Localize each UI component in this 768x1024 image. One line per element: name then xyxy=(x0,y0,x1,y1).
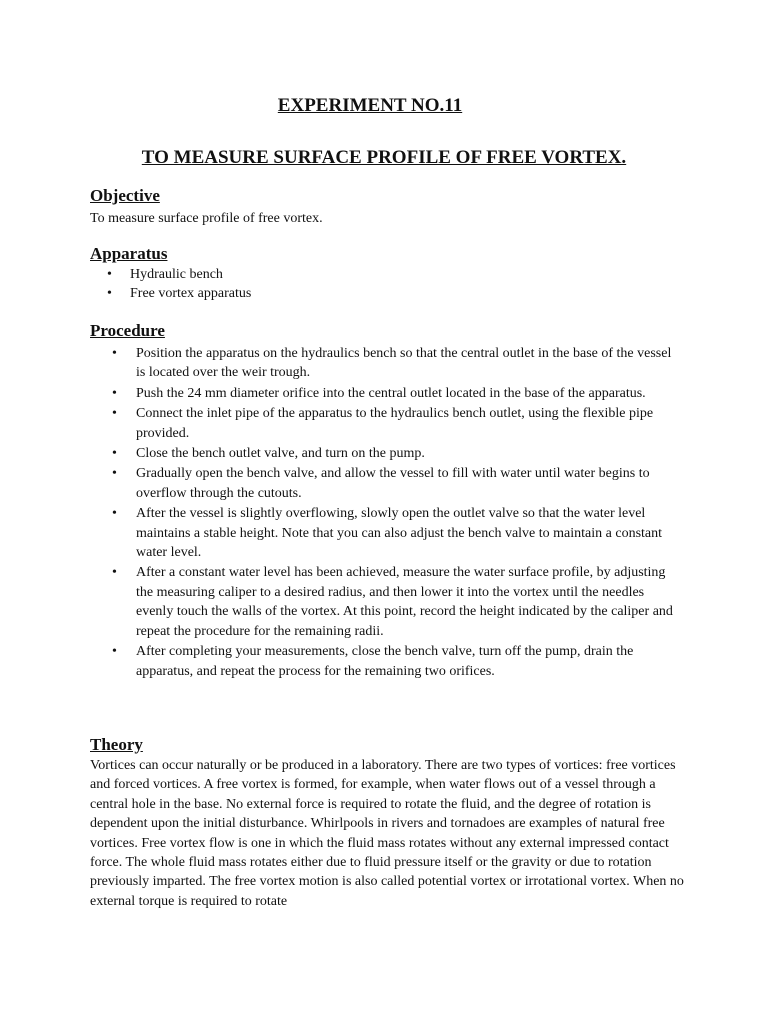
bullet-icon: • xyxy=(112,565,117,581)
procedure-item-text: After completing your measurements, close the bench valve, turn off the pump, drain the apparatus, and repeat the process for the remaining two orifices. xyxy=(136,644,634,679)
list-item xyxy=(112,344,681,383)
procedure-list xyxy=(112,344,681,682)
bullet-icon: • xyxy=(107,286,112,302)
bullet-icon: • xyxy=(107,267,112,282)
document-subtitle: TO MEASURE SURFACE PROFILE OF FREE VORTEX. xyxy=(141,147,627,168)
procedure-item-text: After the vessel is slightly overflowing, slowly open the outlet valve so that the water level maintains a stable height. Note that you can also adjust the bench valve to maintain a constant water level. xyxy=(136,506,663,561)
list-item xyxy=(112,563,681,641)
bullet-icon: • xyxy=(112,385,117,401)
bullet-icon: • xyxy=(112,644,117,660)
theory-text: Vortices can occur naturally or be produced in a laboratory. There are two types of vortices: free vortices and forced vortices. A free vortex is formed, for example, when water flows out of a vessel through a central hole in the base. No external force is required to rotate the fluid, and the degree of rotation is dependent upon the initial disturbance. Whirlpools in rivers and tornadoes are examples of natural free vortices. Free vortex flow is one in which the fluid mass rotates without any external impressed contact force. The whole fluid mass rotates either due to fluid pressure itself or the gravity or due to rotation previously imparted. The free vortex motion is also called potential vortex or irrotational vortex. When no external torque is required to rotate xyxy=(90,758,684,909)
objective-text: To measure surface profile of free vortex. xyxy=(90,211,323,226)
objective-heading: Objective xyxy=(90,186,160,205)
procedure-item-text: After a constant water level has been achieved, measure the water surface profile, by adjusting the measuring caliper to a desired radius, and then lower it into the vortex until the needles evenly touch the walls of the vortex. At this point, record the height indicated by the caliper and repeat the procedure for the remaining radii. xyxy=(136,565,673,639)
bullet-icon: • xyxy=(112,406,117,422)
document-title: EXPERIMENT NO.11 xyxy=(277,95,463,116)
procedure-item-text: Close the bench outlet valve, and turn on the pump. xyxy=(136,446,425,462)
list-item xyxy=(112,504,681,562)
bullet-icon: • xyxy=(112,506,117,522)
bullet-icon: • xyxy=(112,446,117,462)
apparatus-item-text: Hydraulic bench xyxy=(130,267,223,282)
list-item xyxy=(112,384,681,403)
list-item xyxy=(112,642,681,681)
apparatus-item-text: Free vortex apparatus xyxy=(130,286,252,302)
apparatus-list xyxy=(107,265,252,304)
bullet-icon: • xyxy=(112,466,117,482)
list-item xyxy=(107,284,252,303)
apparatus-heading: Apparatus xyxy=(90,244,168,263)
list-item xyxy=(112,404,681,443)
procedure-heading: Procedure xyxy=(90,321,165,340)
list-item xyxy=(107,265,251,284)
bullet-icon: • xyxy=(112,346,117,361)
procedure-item-text: Push the 24 mm diameter orifice into the central outlet located in the base of the apparatus. xyxy=(136,385,646,401)
list-item xyxy=(112,444,681,463)
procedure-item-text: Gradually open the bench valve, and allow the vessel to fill with water until water begins to overflow through the cutouts. xyxy=(136,466,650,501)
list-item xyxy=(112,464,681,503)
procedure-item-text: Position the apparatus on the hydraulics bench so that the central outlet in the base of the vessel is located over the weir trough. xyxy=(136,346,672,381)
procedure-item-text: Connect the inlet pipe of the apparatus to the hydraulics bench outlet, using the flexible pipe provided. xyxy=(136,406,654,441)
theory-heading: Theory xyxy=(90,735,143,754)
